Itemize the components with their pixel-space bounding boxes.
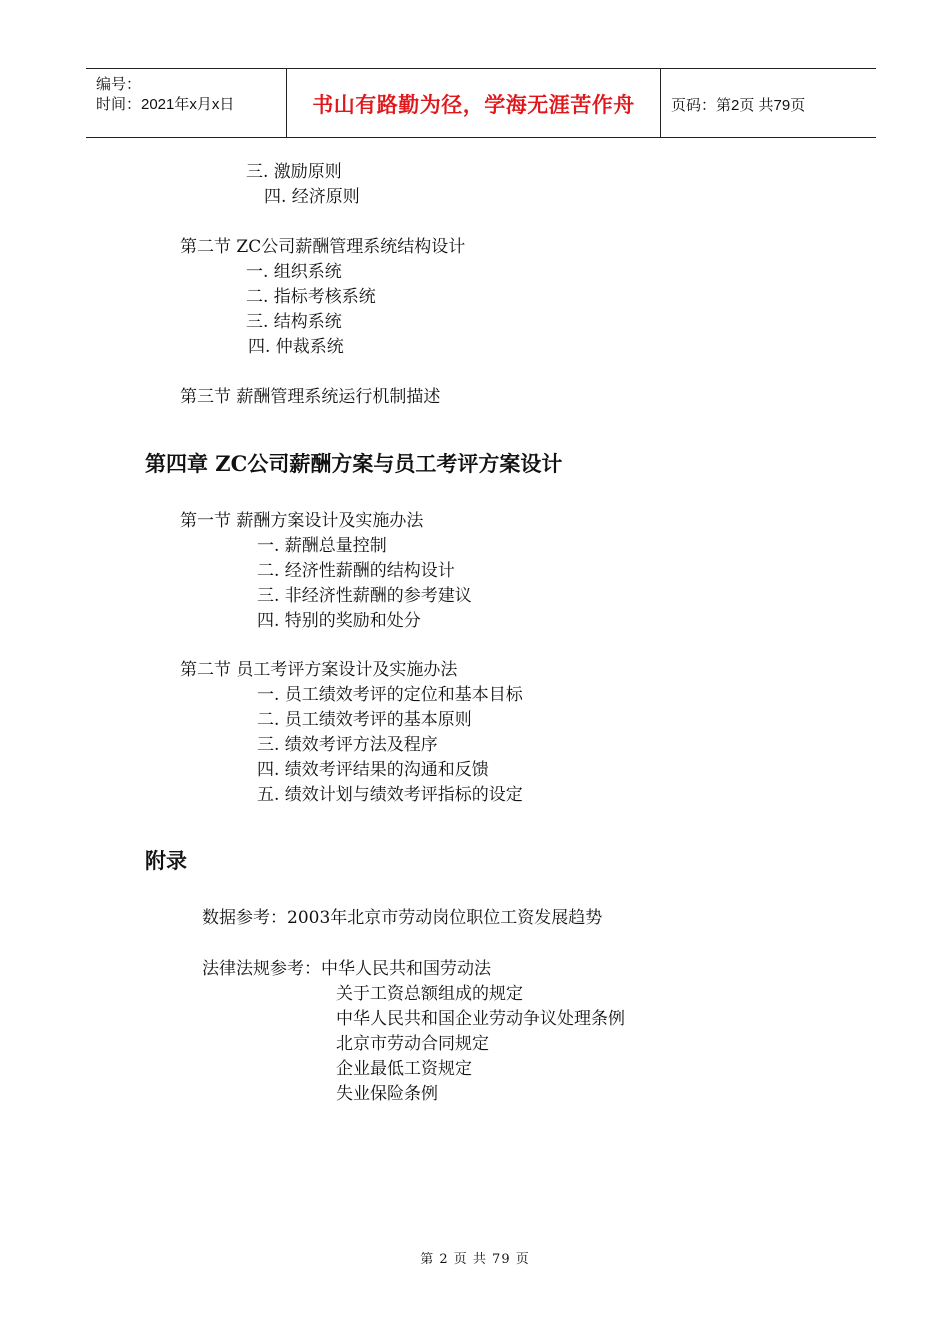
toc-item: 一. 员工绩效考评的定位和基本目标	[257, 685, 523, 705]
toc-item: 一. 薪酬总量控制	[257, 536, 387, 556]
toc-item: 二. 指标考核系统	[246, 287, 376, 307]
page-footer: 第 2 页 共 79 页	[420, 1252, 530, 1267]
toc-item: 三. 结构系统	[246, 312, 342, 332]
toc-item: 一. 组织系统	[246, 262, 342, 282]
toc-item: 四. 经济原则	[264, 187, 360, 207]
toc-section: 第二节 员工考评方案设计及实施办法	[180, 660, 458, 680]
appendix-law-item: 中华人民共和国企业劳动争议处理条例	[336, 1009, 625, 1029]
toc-item: 二. 经济性薪酬的结构设计	[257, 561, 455, 581]
appendix-law-item: 失业保险条例	[336, 1084, 438, 1104]
toc-item: 二. 员工绩效考评的基本原则	[257, 710, 472, 730]
appendix-law-item: 企业最低工资规定	[336, 1059, 472, 1079]
toc-item: 四. 特别的奖励和处分	[257, 611, 421, 631]
document-header	[86, 68, 876, 138]
toc-item: 五. 绩效计划与绩效考评指标的设定	[257, 785, 523, 805]
toc-item: 三. 绩效考评方法及程序	[257, 735, 438, 755]
toc-section: 第二节 ZC公司薪酬管理系统结构设计	[180, 237, 466, 257]
appendix-heading: 附录	[145, 848, 187, 873]
toc-item: 三. 非经济性薪酬的参考建议	[257, 586, 472, 606]
chapter-heading: 第四章 ZC公司薪酬方案与员工考评方案设计	[145, 451, 563, 476]
header-motto: 书山有路勤为径，学海无涯苦作舟	[312, 93, 635, 117]
header-meta-cell	[86, 69, 287, 137]
toc-section: 第一节 薪酬方案设计及实施办法	[180, 511, 424, 531]
header-page-cell	[661, 69, 876, 137]
toc-section: 第三节 薪酬管理系统运行机制描述	[180, 387, 441, 407]
toc-item: 四. 绩效考评结果的沟通和反馈	[257, 760, 489, 780]
document-time-label: 时间：2021年x月x日	[96, 96, 235, 113]
header-page-info: 页码：第2页 共79页	[671, 97, 806, 114]
toc-item: 三. 激励原则	[246, 162, 342, 182]
toc-item: 四. 仲裁系统	[248, 337, 344, 357]
appendix-data-reference: 数据参考：2003年北京市劳动岗位职位工资发展趋势	[202, 908, 603, 928]
appendix-law-item: 北京市劳动合同规定	[336, 1034, 489, 1054]
appendix-law-reference: 法律法规参考：中华人民共和国劳动法	[202, 959, 491, 979]
document-number-label: 编号：	[96, 76, 142, 93]
appendix-law-item: 关于工资总额组成的规定	[336, 984, 523, 1004]
header-motto-cell	[287, 69, 661, 137]
